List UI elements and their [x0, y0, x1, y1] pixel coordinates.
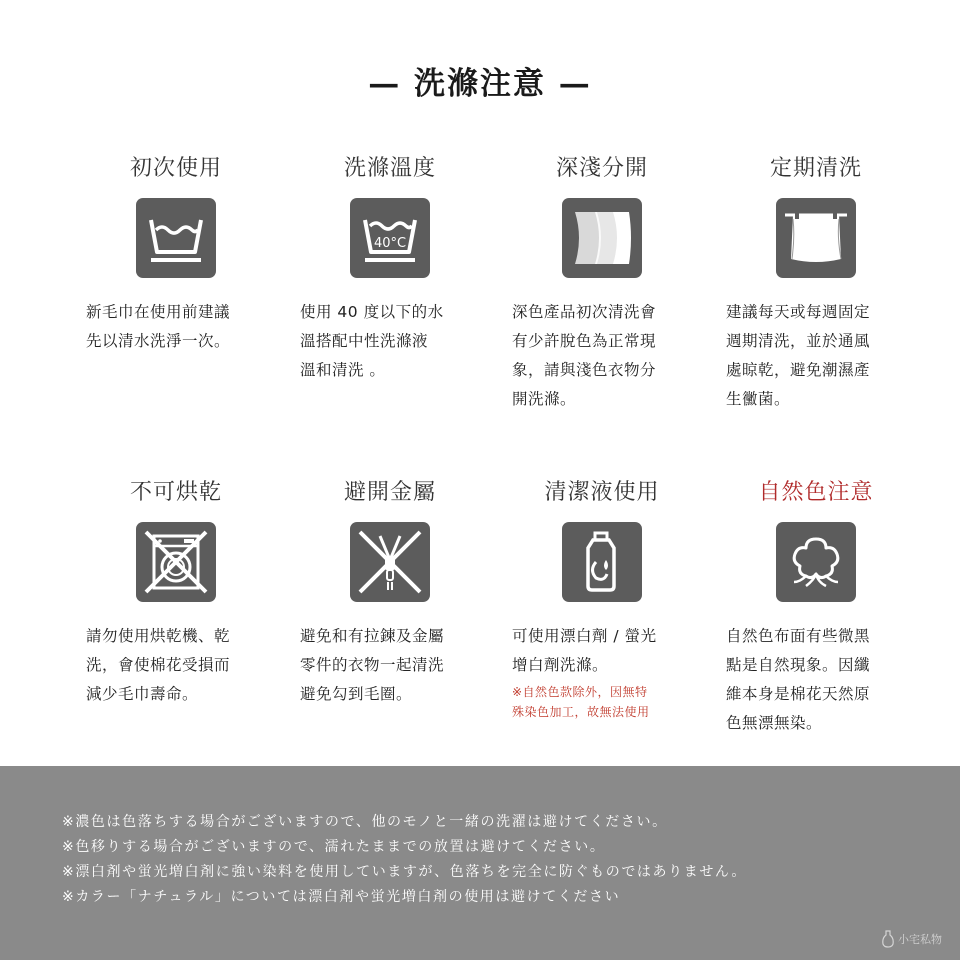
footer-note-line: ※濃色は色落ちする場合がございますので、他のモノと一緒の洗濯は避けてください。 [62, 814, 668, 830]
brand-logo-icon [881, 930, 895, 948]
card-description: 可使用漂白劑 / 螢光 增白劑洗滌。 [512, 627, 657, 674]
no-tumble-dry-icon [136, 522, 216, 602]
card-title: 清潔液使用 [544, 480, 660, 505]
card-natural-color [726, 478, 906, 738]
no-metal-zipper-icon [350, 522, 430, 602]
brand-name: 小宅私物 [898, 933, 942, 946]
card-title: 定期清洗 [769, 156, 862, 181]
separate-colors-icon [562, 198, 642, 278]
card-description: 自然色布面有些微黑 點是自然現象。因纖 維本身是棉花天然原 色無漂無染。 [726, 627, 871, 732]
brand-watermark [881, 930, 942, 948]
card-title: 避開金屬 [343, 480, 436, 505]
page-title: — 洗滌注意 — [368, 66, 592, 102]
footer-notice-panel [0, 766, 960, 960]
card-description: 深色產品初次清洗會 有少許脫色為正常現 象，請與淺色衣物分 開洗滌。 [512, 303, 657, 408]
card-regular-washing [726, 154, 906, 414]
card-no-tumble-dry [86, 478, 266, 709]
card-wash-temperature [300, 154, 480, 385]
card-description: 建議每天或每週固定 週期清洗，並於通風 處晾乾，避免潮濕產 生黴菌。 [726, 303, 871, 408]
footer-note-line: ※カラー「ナチュラル」については漂白剤や蛍光増白剤の使用は避けてください [62, 889, 621, 905]
card-detergent-use [512, 478, 692, 722]
hanging-towel-icon [776, 198, 856, 278]
card-first-use [86, 154, 266, 356]
footer-notes [62, 810, 747, 910]
wash-40c-icon [350, 198, 430, 278]
card-title: 深淺分開 [555, 156, 648, 181]
footer-note-line: ※色移りする場合がございますので、濡れたままでの放置は避けてください。 [62, 839, 606, 855]
washtub-icon [136, 198, 216, 278]
card-warning-note: ※自然色款除外，因無特 殊染色加工，故無法使用 [512, 685, 650, 719]
card-title: 不可烘乾 [129, 480, 222, 505]
card-separate-colors [512, 154, 692, 414]
card-title: 洗滌溫度 [343, 156, 436, 181]
card-title: 初次使用 [129, 156, 222, 181]
card-title: 自然色注意 [758, 480, 874, 505]
card-description: 使用 40 度以下的水 溫搭配中性洗滌液 溫和清洗 。 [300, 303, 444, 379]
footer-note-line: ※漂白剤や蛍光増白剤に強い染料を使用していますが、色落ちを完全に防ぐものではありません。 [62, 864, 747, 880]
detergent-bottle-icon [562, 522, 642, 602]
card-description: 避免和有拉鍊及金屬 零件的衣物一起清洗 避免勾到毛圈。 [300, 627, 445, 703]
card-avoid-metal [300, 478, 480, 709]
card-description: 新毛巾在使用前建議 先以清水洗淨一次。 [86, 303, 231, 350]
cotton-flower-icon [776, 522, 856, 602]
card-description: 請勿使用烘乾機、乾 洗，會使棉花受損而 減少毛巾壽命。 [86, 627, 231, 703]
svg-text:40°C: 40°C [373, 236, 407, 251]
